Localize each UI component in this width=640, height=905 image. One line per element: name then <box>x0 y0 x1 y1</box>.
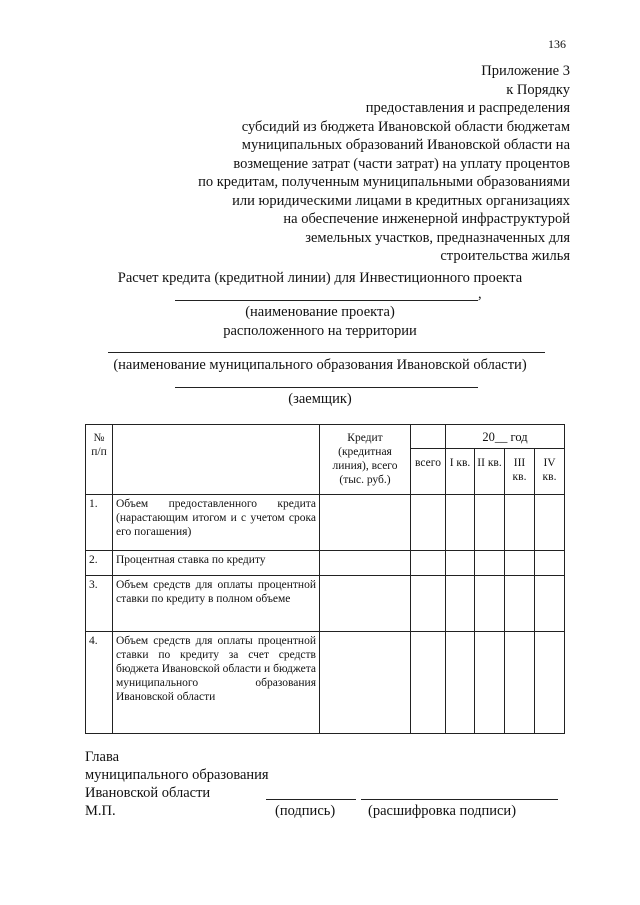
cell <box>535 551 565 576</box>
row-num: 3. <box>86 576 113 632</box>
appendix-line: или юридическими лицами в кредитных организациях <box>232 192 570 209</box>
credit-calculation-table <box>85 424 565 734</box>
row-text: Процентная ставка по кредиту <box>113 551 320 576</box>
cell <box>320 551 411 576</box>
signature-decode-caption: (расшифровка подписи) <box>368 803 517 819</box>
cell <box>446 551 475 576</box>
signature-caption: (подпись) <box>275 803 336 819</box>
cell <box>535 495 565 551</box>
cell <box>320 495 411 551</box>
cell <box>320 576 411 632</box>
municipality-name-line <box>108 352 545 353</box>
municipality-caption: (наименование муниципального образования Ивановской области) <box>113 357 527 373</box>
appendix-line: земельных участков, предназначенных для <box>305 229 570 246</box>
cell <box>505 576 535 632</box>
cell <box>535 632 565 734</box>
header-credit: Кредит (кредитная линия), всего (тыс. руб.) <box>320 425 411 495</box>
appendix-line: на обеспечение инженерной инфраструктурой <box>283 211 570 227</box>
signature-line <box>266 799 356 800</box>
appendix-line: предоставления и распределения <box>365 100 570 116</box>
cell <box>411 632 446 734</box>
header-year: 20__ год <box>446 425 565 449</box>
borrower-line <box>175 387 478 388</box>
row-text: Объем предоставленного кредита (нарастающим итогом и с учетом срока его погашения) <box>113 495 320 551</box>
appendix-header <box>90 62 570 266</box>
row-num: 1. <box>86 495 113 551</box>
table-row <box>86 576 565 632</box>
cell <box>505 551 535 576</box>
row-num: 4. <box>86 632 113 734</box>
cell <box>320 632 411 734</box>
project-name-line <box>175 300 478 301</box>
cell <box>446 576 475 632</box>
table-row <box>86 551 565 576</box>
cell <box>505 495 535 551</box>
signature-decode-line <box>361 799 558 800</box>
header-empty <box>411 425 446 449</box>
signature-line-1: Глава <box>85 749 120 765</box>
header-quarter-3: III кв. <box>505 449 535 495</box>
cell <box>475 576 505 632</box>
cell <box>475 632 505 734</box>
row-text: Объем средств для оплаты процентной ставки по кредиту в полном объеме <box>113 576 320 632</box>
appendix-line: муниципальных образований Ивановской области на <box>241 137 570 153</box>
signature-line-2: муниципального образования <box>85 767 269 783</box>
cell <box>475 551 505 576</box>
appendix-line: субсидий из бюджета Ивановской области бюджетам <box>241 118 570 135</box>
project-line-comma: , <box>478 286 482 302</box>
header-quarter-4: IV кв. <box>535 449 565 495</box>
project-caption: (наименование проекта) <box>245 304 395 320</box>
header-quarter-1: I кв. <box>446 449 475 495</box>
header-total: всего <box>411 449 446 495</box>
borrower-caption: (заемщик) <box>288 391 352 407</box>
cell <box>446 632 475 734</box>
header-quarter-2: II кв. <box>475 449 505 495</box>
cell <box>411 576 446 632</box>
row-num: 2. <box>86 551 113 576</box>
page-number: 136 <box>548 37 566 51</box>
appendix-line: Приложение 3 <box>481 63 570 79</box>
header-indicator <box>113 425 320 495</box>
appendix-line: возмещение затрат (части затрат) на уплату процентов <box>233 155 570 172</box>
cell <box>505 632 535 734</box>
cell <box>411 551 446 576</box>
appendix-line: строительства жилья <box>440 248 570 264</box>
cell <box>535 576 565 632</box>
table-row <box>86 495 565 551</box>
cell <box>446 495 475 551</box>
signature-line-3: Ивановской области <box>85 785 211 801</box>
header-num: № п/п <box>86 425 113 495</box>
row-text: Объем средств для оплаты процентной ставки по кредиту за счет средств бюджета Ивановской области и бюджета муниципального образования Ивановской области <box>113 632 320 734</box>
located-text: расположенного на территории <box>223 323 417 339</box>
appendix-line: к Порядку <box>506 81 570 98</box>
cell <box>411 495 446 551</box>
stamp-label: М.П. <box>85 803 116 819</box>
cell <box>475 495 505 551</box>
table-row <box>86 632 565 734</box>
appendix-line: по кредитам, полученным муниципальными образованиями <box>198 174 570 190</box>
document-title: Расчет кредита (кредитной линии) для Инвестиционного проекта <box>117 270 523 286</box>
